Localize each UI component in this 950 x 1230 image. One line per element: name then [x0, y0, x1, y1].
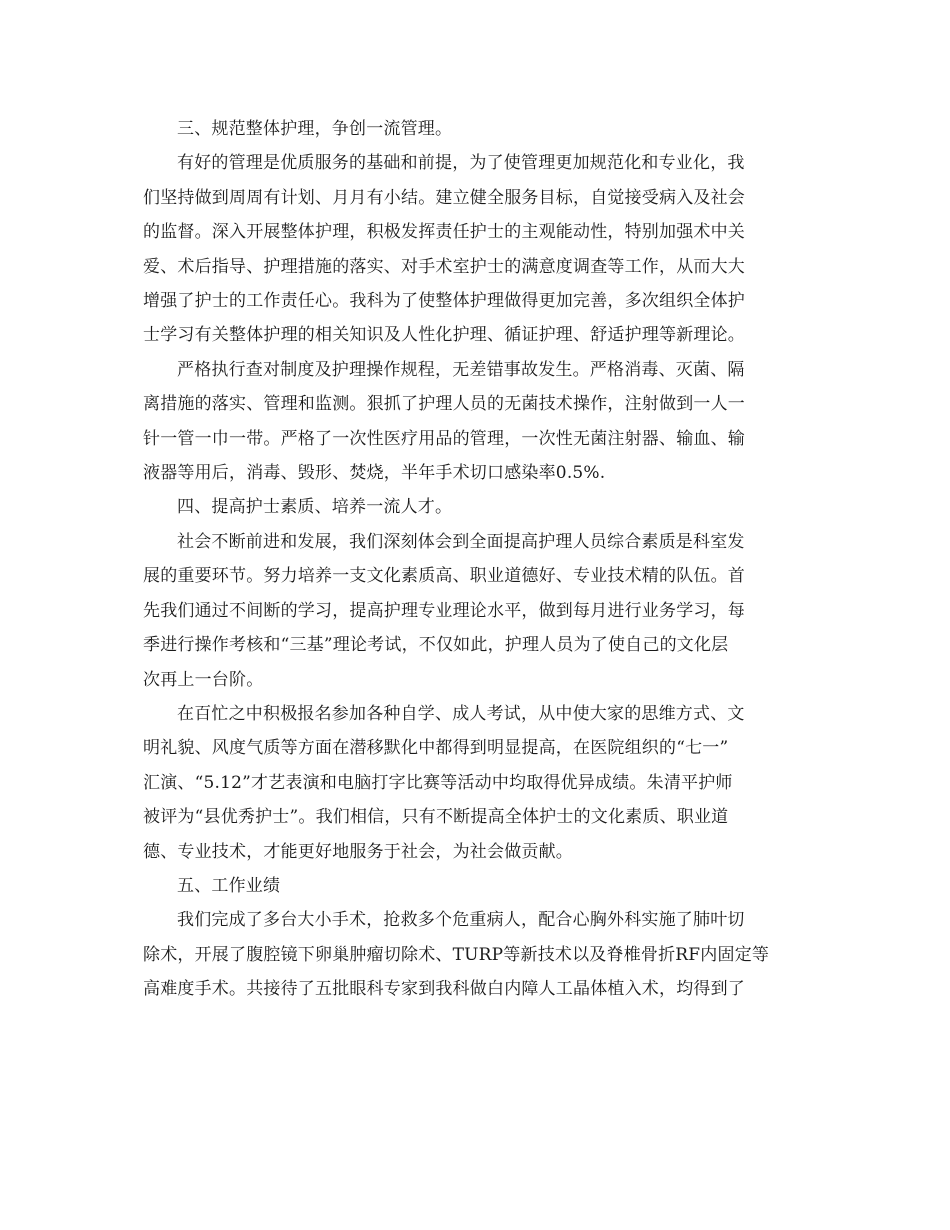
document-page: [143, 112, 809, 1007]
paragraph-quality: 社会不断前进和发展，我们深刻体会到全面提高护理人员综合素质是科室发 展的重要环节。努力培养一支文化素质高、职业道德好、专业技术精的队伍。首 先我们通过不间断的学习，提高护理专业理论水平，做到每月进行业务学习，每 季进行操作考核和“三基”理论考试，不仅如此，护理人员为了使自己的文化层 次再上一台阶。: [143, 531, 745, 690]
paragraph-management: 有好的管理是优质服务的基础和前提，为了使管理更加规范化和专业化，我 们坚持做到周周有计划、月月有小结。建立健全服务目标，自觉接受病入及社会 的监督。深入开展整体护理，积极发挥责任护士的主观能动性，特别加强术中关 爱、术后指导、护理措施的落实、对手术室护士的满意度调查等工作，从而大大 增强了护士的工作责任心。我科为了使整体护理做得更加完善，多次组织全体护 士学习有关整体护理的相关知识及人性化护理、循证护理、舒适护理等新理论。: [143, 153, 745, 346]
section-heading-5: 五、工作业绩: [177, 875, 281, 896]
paragraph-disinfection: 严格执行查对制度及护理操作规程，无差错事故发生。严格消毒、灭菌、隔 离措施的落实、管理和监测。狠抓了护理人员的无菌技术操作，注射做到一人一 针一管一巾一带。严格了一次性医疗用品的管理，一次性无菌注射器、输血、输 液器等用后，消毒、毁形、焚烧，半年手术切口感染率0.5%.: [143, 359, 745, 484]
section-heading-4: 四、提高护士素质、培养一流人才。: [177, 497, 453, 518]
section-heading-3: 三、规范整体护理，争创一流管理。: [177, 119, 453, 139]
paragraph-exams: 在百忙之中积极报名参加各种自学、成人考试，从中使大家的思维方式、文 明礼貌、风度气质等方面在潜移默化中都得到明显提高，在医院组织的“七一” 汇演、“5.12”才艺表演和电脑打字比赛等活动中均取得优异成绩。朱清平护师 被评为“县优秀护士”。我们相信，只有不断提高全体护士的文化素质、职业道 德、专业技术，才能更好地服务于社会，为社会做贡献。: [143, 703, 745, 862]
paragraph-achievements: 我们完成了多台大小手术，抢救多个危重病人，配合心胸外科实施了肺叶切 除术，开展了腹腔镜下卵巢肿瘤切除术、TURP等新技术以及脊椎骨折RF内固定等 高难度手术。共接待了五批眼科专家到我科做白内障人工晶体植入术，均得到了: [143, 910, 770, 1000]
